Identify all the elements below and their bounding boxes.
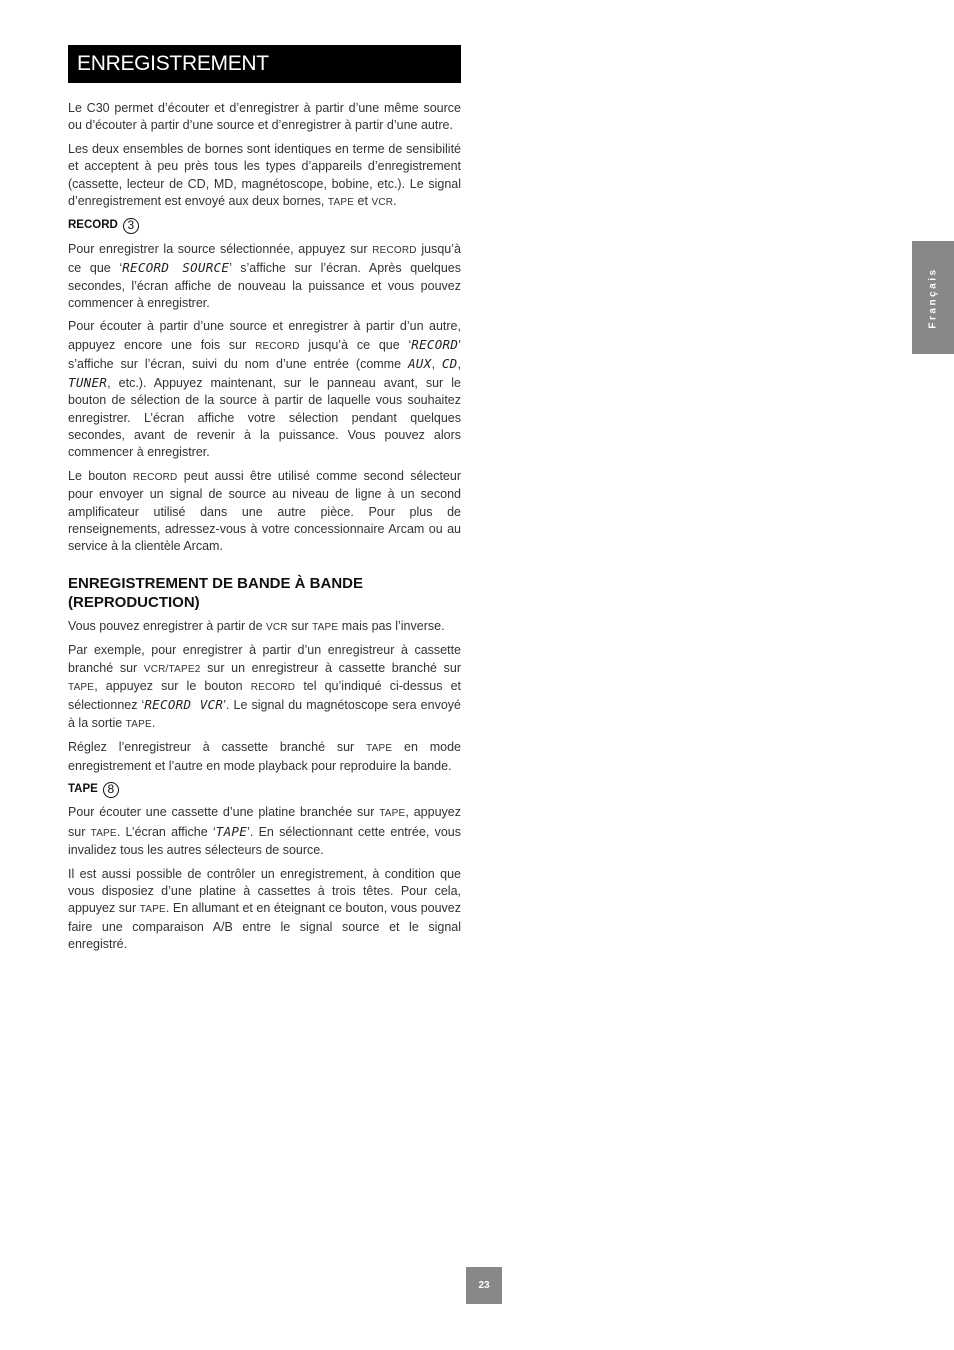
tape-paragraph-3: Réglez l’enregistreur à cassette branché sur TAPE en mode enregistrement et l’autre en mode playback pour reproduire la bande. — [68, 740, 461, 773]
language-tab-label: Français — [927, 266, 939, 329]
language-tab — [912, 241, 954, 354]
record-paragraph-3: Le bouton RECORD peut aussi être utilisé comme second sélecteur pour envoyer un signal de source au niveau de ligne à un second amplificateur utilisé dans une autre pièce. Pour plus de renseignements, adressez-vous à votre concessionnaire Arcam ou au service à la clientèle Arcam. — [68, 468, 461, 554]
lcd-text: TAPE — [215, 823, 248, 839]
lcd-text: AUX — [407, 356, 432, 372]
tape-to-tape-heading: ENREGISTREMENT DE BANDE À BANDE (REPRODUCTION) — [68, 574, 364, 611]
page-title: ENREGISTREMENT — [68, 45, 461, 83]
tape-label: TAPE — [68, 783, 98, 795]
lcd-text: RECORD SOURCE — [122, 260, 230, 276]
record-number-icon: 3 — [123, 218, 139, 234]
record-subheading — [68, 217, 461, 234]
lcd-text: CD — [441, 356, 458, 372]
terminals-paragraph: Les deux ensembles de bornes sont identiques en terme de sensibilité et acceptent à peu près tous les types d’appareils d’enregistrement (cassette, lecteur de CD, MD, magnétoscope, bobine, etc.). Le signal d’enregistrement est envoyé aux deux bornes, TAPE et VCR. — [68, 141, 461, 209]
lcd-text: RECORD VCR — [144, 697, 224, 713]
tape-paragraph-2: Par exemple, pour enregistrer à partir d’un enregistreur à cassette branché sur VCR/TAPE2 sur un enregistreur à cassette branché sur TAPE, appuyez sur le bouton RECORD tel qu’indiqué ci-dessus et sélectionnez ‘RECORD VCR’. Le signal du magnétoscope sera envoyé à la sortie TAPE. — [68, 643, 461, 730]
tape-number-icon: 8 — [103, 782, 119, 798]
tape-subheading — [68, 781, 461, 798]
tape-button-paragraph-2: Il est aussi possible de contrôler un enregistrement, à condition que vous disposiez d’une platine à cassettes à trois têtes. Pour cela, appuyez sur TAPE. En allumant et en éteignant ce bouton, vous pouvez faire une comparaison A/B entre le signal source et le signal enregistré. — [68, 866, 461, 952]
page-number: 23 — [466, 1267, 502, 1304]
lcd-text: RECORD — [411, 336, 459, 352]
record-label: RECORD — [68, 219, 118, 232]
record-paragraph-1: Pour enregistrer la source sélectionnée, appuyez sur RECORD jusqu’à ce que ‘RECORD SOURCE’ s’affiche sur l’écran. Après quelques secondes, l’écran affiche de nouveau la puissance et vous pouvez commencer à enregistrer. — [68, 241, 462, 311]
intro-paragraph: Le C30 permet d’écouter et d’enregistrer à partir d’une même source ou d’écouter à partir d’une source et d’enregistrer à partir d’une autre. — [68, 101, 461, 133]
tape-button-paragraph-1: Pour écouter une cassette d’une platine branchée sur TAPE, appuyez sur TAPE. L’écran affiche ‘TAPE’. En sélectionnant cette entrée, vous invalidez tous les autres sélecteurs de source. — [68, 805, 461, 858]
tape-paragraph-1: Vous pouvez enregistrer à partir de VCR sur TAPE mais pas l’inverse. — [68, 618, 445, 633]
record-paragraph-2: Pour écouter à partir d’une source et enregistrer à partir d’un autre, appuyez encore une fois sur RECORD jusqu’à ce que ‘RECORD’ s’affiche sur l’écran, suivi du nom d’une entrée (comme AUX, CD, TUNER, etc.). Appuyez maintenant, sur le panneau avant, sur le bouton de sélection de la source à partir de laquelle vous souhaitez enregistrer. L’écran affiche votre sélection pendant quelques secondes, avant de revenir à la puissance. Vous pouvez alors commencer à enregistrer. — [68, 319, 461, 460]
main-content — [68, 100, 461, 960]
lcd-text: TUNER — [68, 374, 108, 390]
